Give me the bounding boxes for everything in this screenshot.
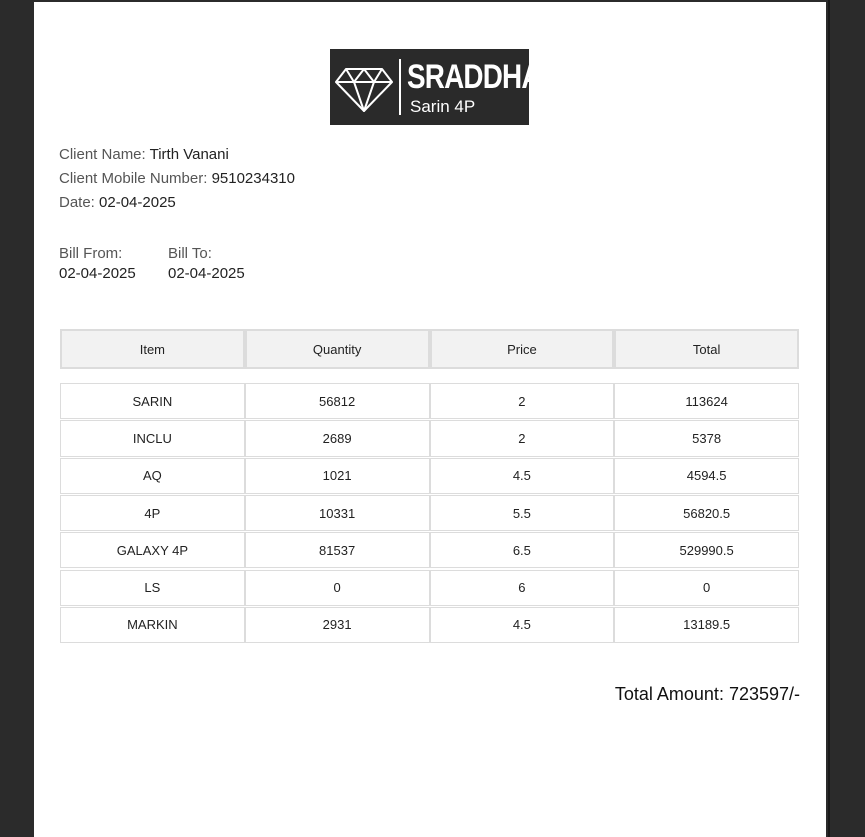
date-value: 02-04-2025 [99, 194, 176, 211]
table-cell: AQ [60, 458, 245, 494]
bill-from-label: Bill From: [59, 245, 123, 262]
table-cell: 56812 [245, 383, 430, 419]
table-row [60, 495, 799, 531]
table-cell: 81537 [245, 532, 430, 568]
table-row [60, 532, 799, 568]
table-header [60, 329, 799, 369]
table-cell: 113624 [614, 383, 799, 419]
table-cell: INCLU [60, 420, 245, 456]
client-mobile-line [59, 170, 295, 188]
table-cell: 13189.5 [614, 607, 799, 643]
logo-brand-name: SRADDHA [407, 58, 541, 96]
logo-divider [399, 59, 401, 115]
table-header-cell: Item [60, 329, 245, 369]
table-header-cell: Price [430, 329, 615, 369]
table-cell: 2931 [245, 607, 430, 643]
client-mobile-value: 9510234310 [211, 170, 295, 187]
table-cell: 6 [430, 570, 615, 606]
table-row [60, 570, 799, 606]
client-name-line [59, 146, 229, 164]
table-cell: 5.5 [430, 495, 615, 531]
table-cell: 0 [245, 570, 430, 606]
table-cell: 2689 [245, 420, 430, 456]
table-row [60, 383, 799, 419]
table-cell: 1021 [245, 458, 430, 494]
table-cell: 56820.5 [614, 495, 799, 531]
table-cell: 5378 [614, 420, 799, 456]
table-header-cell: Quantity [245, 329, 430, 369]
client-name-value: Tirth Vanani [149, 146, 229, 163]
invoice-page [34, 2, 826, 837]
table-row [60, 607, 799, 643]
date-line [59, 194, 176, 212]
bill-to-value: 02-04-2025 [168, 265, 245, 282]
table-row [60, 420, 799, 456]
table-row [60, 458, 799, 494]
bill-to-label: Bill To: [168, 245, 212, 262]
table-cell: 10331 [245, 495, 430, 531]
diamond-icon [334, 67, 394, 113]
total-amount: Total Amount: 723597/- [614, 684, 800, 704]
date-label: Date: [59, 194, 95, 211]
table-cell: LS [60, 570, 245, 606]
client-mobile-label: Client Mobile Number: [59, 170, 208, 187]
table-cell: 6.5 [430, 532, 615, 568]
table-header-cell: Total [614, 329, 799, 369]
client-name-label: Client Name: [59, 146, 146, 163]
table-cell: 4594.5 [614, 458, 799, 494]
logo-subtitle: Sarin 4P [410, 97, 476, 116]
window-edge [828, 0, 830, 837]
bill-from-value: 02-04-2025 [59, 265, 136, 282]
table-cell: SARIN [60, 383, 245, 419]
company-logo [330, 49, 541, 125]
table-cell: 2 [430, 383, 615, 419]
table-cell: MARKIN [60, 607, 245, 643]
table-cell: 4P [60, 495, 245, 531]
table-cell: GALAXY 4P [60, 532, 245, 568]
table-cell: 529990.5 [614, 532, 799, 568]
table-cell: 4.5 [430, 458, 615, 494]
table-cell: 4.5 [430, 607, 615, 643]
table-cell: 0 [614, 570, 799, 606]
table-cell: 2 [430, 420, 615, 456]
